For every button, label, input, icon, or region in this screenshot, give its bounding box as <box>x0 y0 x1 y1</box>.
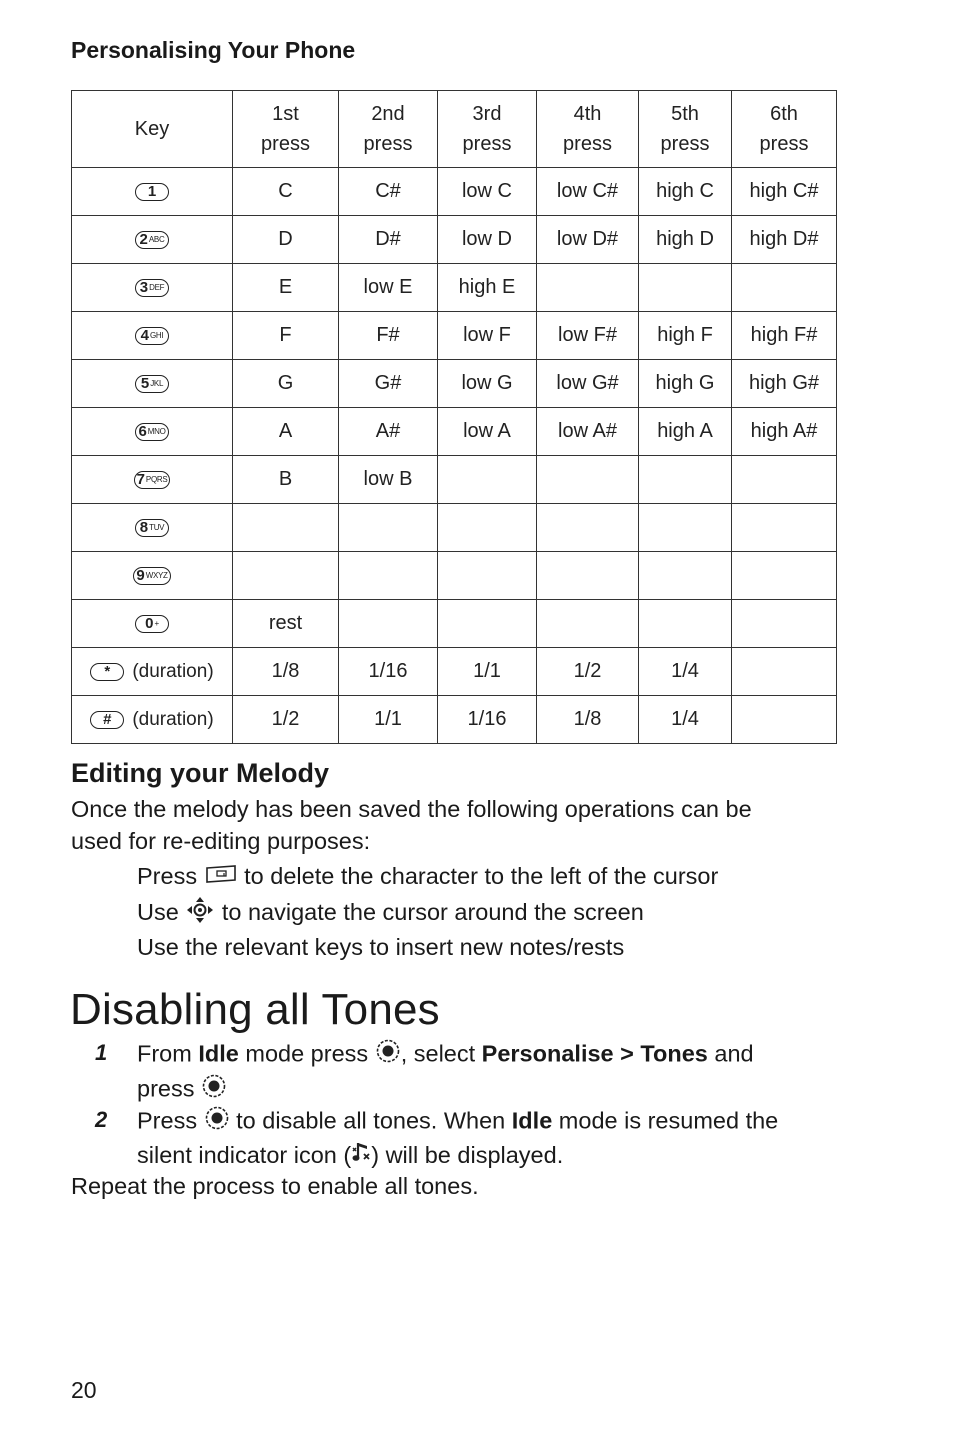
press-2-cell: low B <box>339 456 438 504</box>
press-6-cell <box>732 264 837 312</box>
press-3-cell: low A <box>438 408 537 456</box>
edit-bullet-navigate-post: to navigate the cursor around the screen <box>221 899 644 926</box>
edit-bullet-navigate-pre: Use <box>137 899 179 926</box>
duration-label: (duration) <box>132 708 214 730</box>
press-1-cell <box>233 504 339 552</box>
key-cell <box>72 360 233 408</box>
silent-indicator-icon <box>351 1140 371 1173</box>
select-key-icon <box>201 1073 227 1108</box>
table-row <box>72 264 837 312</box>
header-4th-press <box>537 91 639 168</box>
press-2-cell <box>339 600 438 648</box>
press-5-cell: high D <box>639 216 732 264</box>
press-1-cell: 1/8 <box>233 648 339 696</box>
press-1-cell: C <box>233 168 339 216</box>
press-1-cell: G <box>233 360 339 408</box>
press-6-cell: high D# <box>732 216 837 264</box>
key-cell <box>72 216 233 264</box>
key-cell <box>72 552 233 600</box>
press-6-cell: high A# <box>732 408 837 456</box>
press-1-cell: F <box>233 312 339 360</box>
table-header-row <box>72 91 837 168</box>
disabling-tones-title: Disabling all Tones <box>70 985 440 1034</box>
press-4-cell: low G# <box>537 360 639 408</box>
key-cell <box>72 504 233 552</box>
key-cell <box>72 456 233 504</box>
press-4-cell <box>537 552 639 600</box>
press-4-cell: low F# <box>537 312 639 360</box>
press-1-cell: 1/2 <box>233 696 339 744</box>
press-6-cell <box>732 456 837 504</box>
press-6-cell: high F# <box>732 312 837 360</box>
press-1-cell: D <box>233 216 339 264</box>
press-5-cell: high F <box>639 312 732 360</box>
editing-intro-line2: used for re-editing purposes: <box>71 827 371 854</box>
table-row <box>72 216 837 264</box>
step-2-line1 <box>137 1105 837 1140</box>
key-letters: MNO <box>147 427 166 437</box>
step-2-resumed: mode is resumed the <box>552 1107 779 1134</box>
step-2-number: 2 <box>95 1107 108 1132</box>
key-1-icon <box>135 183 169 201</box>
press-6-cell <box>732 504 837 552</box>
press-3-cell <box>438 456 537 504</box>
step-1-select: , select <box>400 1040 482 1067</box>
select-key-icon <box>375 1038 401 1073</box>
press-4-cell <box>537 504 639 552</box>
press-6-cell <box>732 552 837 600</box>
step-1-text <box>137 1038 837 1107</box>
header-1st-press <box>233 91 339 168</box>
key-number: 1 <box>147 183 157 201</box>
step-1-from: From <box>137 1040 199 1067</box>
table-row <box>72 456 837 504</box>
press-2-cell: A# <box>339 408 438 456</box>
table-row <box>72 600 837 648</box>
key-letters: JKL <box>150 379 164 389</box>
key-star-icon <box>90 663 124 681</box>
press-6-cell <box>732 648 837 696</box>
header-2nd-press-text: 2nd press <box>363 103 413 155</box>
press-2-cell: D# <box>339 216 438 264</box>
duration-label: (duration) <box>132 660 214 682</box>
editing-melody-title: Editing your Melody <box>71 758 330 788</box>
key-3-icon <box>135 279 169 297</box>
header-6th-press <box>732 91 837 168</box>
press-2-cell: C# <box>339 168 438 216</box>
press-3-cell: 1/1 <box>438 648 537 696</box>
press-2-cell: low E <box>339 264 438 312</box>
edit-bullet-delete-post: to delete the character to the left of the cursor <box>244 863 719 889</box>
table-row <box>72 168 837 216</box>
table-row <box>72 312 837 360</box>
press-5-cell <box>639 600 732 648</box>
select-key-icon <box>204 1105 230 1140</box>
key-number: 2 <box>139 231 148 249</box>
key-cell <box>72 312 233 360</box>
press-3-cell: low C <box>438 168 537 216</box>
editing-intro-line1: Once the melody has been saved the following operations can be <box>71 796 752 822</box>
key-cell <box>72 648 233 696</box>
editing-intro <box>71 794 831 857</box>
step-1-mode-press: mode press <box>238 1040 375 1067</box>
press-4-cell: 1/2 <box>537 648 639 696</box>
press-2-cell: 1/1 <box>339 696 438 744</box>
table-row <box>72 648 837 696</box>
press-4-cell <box>537 264 639 312</box>
step-2-disable: to disable all tones. When <box>229 1107 512 1134</box>
key-number: 7 <box>136 471 145 489</box>
press-3-cell <box>438 600 537 648</box>
press-1-cell: E <box>233 264 339 312</box>
key-number: 4 <box>140 327 149 345</box>
header-5th-press-text: 5th press <box>660 103 710 155</box>
key-6-icon <box>135 423 169 441</box>
press-3-cell: 1/16 <box>438 696 537 744</box>
press-6-cell: high C# <box>732 168 837 216</box>
press-5-cell <box>639 456 732 504</box>
key-number: 3 <box>139 279 149 297</box>
key-number: 8 <box>139 519 149 537</box>
header-6th-press-text: 6th press <box>759 103 809 155</box>
key-letters: TUV <box>149 523 165 533</box>
header-1st-press-text: 1st press <box>261 103 310 155</box>
clear-key-icon <box>204 862 238 893</box>
press-6-cell <box>732 600 837 648</box>
table-row <box>72 504 837 552</box>
key-letters: PQRS <box>145 475 168 485</box>
header-2nd-press <box>339 91 438 168</box>
key-cell <box>72 264 233 312</box>
header-5th-press <box>639 91 732 168</box>
press-1-cell: rest <box>233 600 339 648</box>
press-5-cell <box>639 264 732 312</box>
key-cell <box>72 168 233 216</box>
table-row <box>72 360 837 408</box>
press-3-cell: low G <box>438 360 537 408</box>
press-5-cell: high A <box>639 408 732 456</box>
header-key: Key <box>72 91 233 168</box>
key-number: 5 <box>140 375 150 393</box>
edit-bullet-insert: Use the relevant keys to insert new notes/rests <box>137 934 625 960</box>
step-2-silent: silent indicator icon ( <box>137 1141 352 1168</box>
press-5-cell: high C <box>639 168 732 216</box>
step-2-displayed: ) will be displayed. <box>371 1141 564 1168</box>
navigation-key-icon <box>185 896 215 932</box>
step-1-and: and <box>707 1040 754 1067</box>
press-5-cell <box>639 552 732 600</box>
table-row <box>72 696 837 744</box>
step-1-line2 <box>137 1073 837 1108</box>
step-2-text <box>137 1105 837 1173</box>
key-letters: DEF <box>149 283 165 293</box>
key-8-icon <box>135 519 169 537</box>
key-cell <box>72 600 233 648</box>
key-number: # <box>103 711 112 729</box>
repeat-note: Repeat the process to enable all tones. <box>71 1173 479 1199</box>
key-letters: ABC <box>148 235 165 245</box>
press-2-cell <box>339 552 438 600</box>
press-2-cell: G# <box>339 360 438 408</box>
step-1-number: 1 <box>95 1040 108 1065</box>
press-5-cell: 1/4 <box>639 696 732 744</box>
key-number: 0 <box>145 615 154 633</box>
press-6-cell <box>732 696 837 744</box>
key-number: * <box>104 663 111 681</box>
key-9-icon <box>133 567 170 585</box>
press-3-cell <box>438 504 537 552</box>
key-letters: + <box>154 619 159 629</box>
edit-bullet-delete-pre: Press <box>137 863 198 889</box>
press-4-cell: 1/8 <box>537 696 639 744</box>
key-number: 9 <box>136 567 145 585</box>
header-3rd-press <box>438 91 537 168</box>
key-cell <box>72 696 233 744</box>
step-2-press: Press <box>137 1107 204 1134</box>
press-1-cell: A <box>233 408 339 456</box>
press-1-cell <box>233 552 339 600</box>
header-4th-press-text: 4th press <box>563 103 612 155</box>
step-1-line1 <box>137 1038 837 1073</box>
press-3-cell: high E <box>438 264 537 312</box>
press-2-cell <box>339 504 438 552</box>
key-5-icon <box>135 375 169 393</box>
press-2-cell: 1/16 <box>339 648 438 696</box>
press-5-cell: high G <box>639 360 732 408</box>
press-1-cell: B <box>233 456 339 504</box>
page-number: 20 <box>71 1377 97 1403</box>
press-4-cell: low C# <box>537 168 639 216</box>
key-7-icon <box>134 471 171 489</box>
key-letters: GHI <box>150 331 164 341</box>
press-3-cell: low D <box>438 216 537 264</box>
press-4-cell <box>537 456 639 504</box>
press-4-cell <box>537 600 639 648</box>
edit-bullet-navigate <box>137 896 644 932</box>
key-2-icon <box>135 231 169 249</box>
key-letters: WXYZ <box>145 571 168 581</box>
page-header: Personalising Your Phone <box>71 37 356 63</box>
key-4-icon <box>135 327 169 345</box>
header-3rd-press-text: 3rd press <box>462 103 512 155</box>
press-3-cell: low F <box>438 312 537 360</box>
key-0-icon <box>135 615 169 633</box>
press-2-cell: F# <box>339 312 438 360</box>
table-row <box>72 408 837 456</box>
press-6-cell: high G# <box>732 360 837 408</box>
step-1-menu-path: Personalise > Tones <box>481 1040 708 1067</box>
key-hash-icon <box>90 711 124 729</box>
press-4-cell: low A# <box>537 408 639 456</box>
step-1-idle: Idle <box>198 1040 239 1067</box>
step-1-press: press <box>137 1074 201 1101</box>
step-2-idle: Idle <box>511 1107 553 1134</box>
table-row <box>72 552 837 600</box>
press-5-cell: 1/4 <box>639 648 732 696</box>
press-4-cell: low D# <box>537 216 639 264</box>
edit-bullet-delete <box>137 861 718 893</box>
key-number: 6 <box>138 423 147 441</box>
press-3-cell <box>438 552 537 600</box>
key-cell <box>72 408 233 456</box>
melody-key-table <box>71 90 837 744</box>
press-5-cell <box>639 504 732 552</box>
step-2-line2 <box>137 1140 837 1173</box>
